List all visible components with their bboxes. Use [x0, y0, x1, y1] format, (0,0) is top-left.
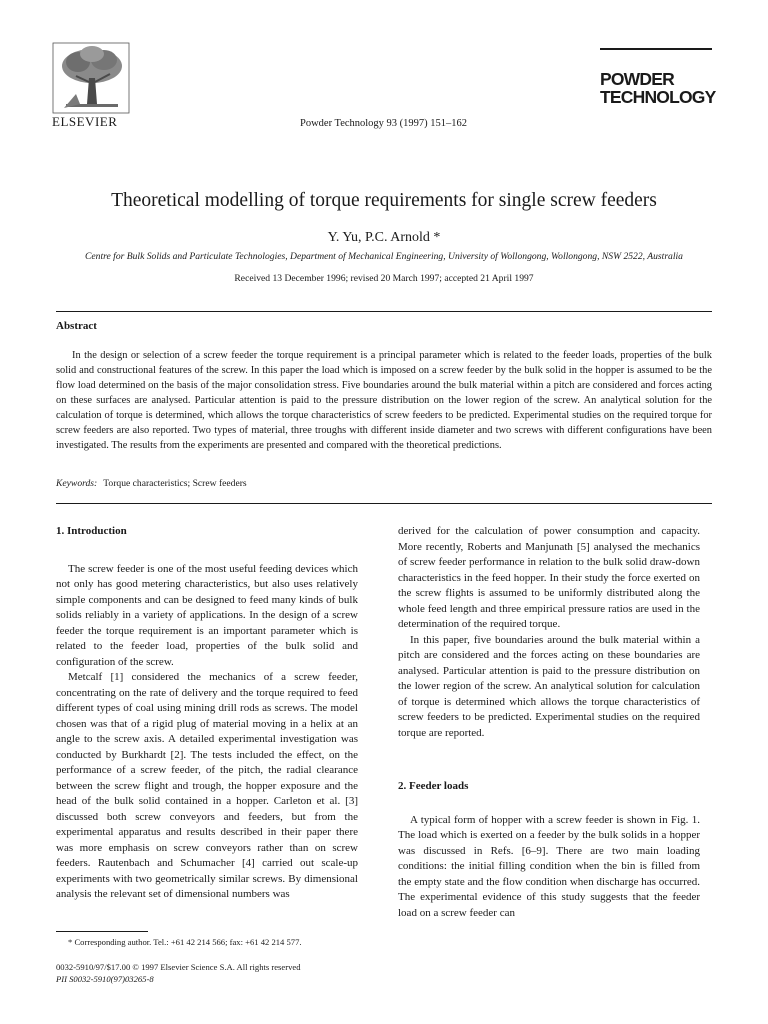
journal-brand-line2: TECHNOLOGY: [600, 87, 716, 107]
journal-reference: Powder Technology 93 (1997) 151–162: [300, 118, 468, 129]
elsevier-tree-logo-icon: [52, 42, 130, 114]
journal-brand: [600, 70, 715, 106]
divider-top: [56, 311, 712, 312]
intro-paragraph-2: Metcalf [1] considered the mechanics of a screw feeder, concentrating on the rate of delivery and the torque required to feed different types of coal using mining drill rods as screws. The model chosen was that of a rigid plug of material moving in a helix at an angle to the screw axis. A detailed experimental investigation was conducted by Burkhardt [2]. The tests included the effect, on the performance of a screw feeder, of the pitch, the radial clearance between the screw flight and trough, the hopper exposure and the head of the bulk solid contained in a hopper. Carleton et al. [3] discussed both screw conveyors and feeders, but from the experimental apparatus and results described in their paper there was more emphasis on screw conveyors rather than on screw feeders. Rautenbach and Schumacher [4] carried out scale-up experiments with two geometrically similar screws. By dimensional analysis the relevant set of dimensional numbers was: [56, 671, 358, 900]
right-paragraph-1: derived for the calculation of power consumption and capacity. More recently, Roberts and Manjunath [5] analysed the mechanics of screw feeder performance in relation to the bulk solid draw-down characteristics in the feed hopper. In their study the force exerted on the screw flights is assumed to be uniformly distributed along the whole feed length and three empirical pressure ratios are used in the determination of the required torque.: [398, 525, 700, 630]
copyright-line: 0032-5910/97/$17.00 © 1997 Elsevier Science S.A. All rights reserved: [56, 962, 301, 972]
article-title: Theoretical modelling of torque requirements for single screw feeders: [111, 190, 657, 211]
pii-line: PII S0032-5910(97)03265-8: [56, 974, 154, 984]
article-authors: Y. Yu, P.C. Arnold *: [327, 230, 441, 245]
corresponding-author-footnote: * Corresponding author. Tel.: +61 42 214 566; fax: +61 42 214 577.: [68, 937, 302, 947]
journal-brand-line1: POWDER: [600, 69, 674, 89]
author-affiliation: Centre for Bulk Solids and Particulate Technologies, Department of Mechanical Engineering, University of Wollongong, Wollongong, NSW 2522, Australia: [85, 251, 683, 262]
keywords-text: Torque characteristics; Screw feeders: [103, 478, 247, 489]
right-paragraph-2: In this paper, five boundaries around the bulk material within a pitch are considered and the forces acting on these boundaries are analysed. Particular attention is paid to the pressure distribution on the lower region of the screw. An analytical solution for calculation of torque is determined which allows the torque characteristics of screw feeders to be predicted. Experimental studies on the required torque are reported.: [398, 633, 700, 739]
section-heading-introduction: 1. Introduction: [56, 525, 127, 537]
footnote-rule: [56, 931, 148, 932]
intro-paragraph-1: The screw feeder is one of the most useful feeding devices which not only has good metering characteristics, but also uses relatively simple components and can be designed to feed many kinds of bulk solids reliably in a variety of applications. In the design of a screw feeder the torque requirement is an important parameter which is related to the feeder load, properties of the bulk solid and configuration of the screw.: [56, 562, 358, 668]
section-heading-feeder-loads: 2. Feeder loads: [398, 780, 469, 792]
received-dates: Received 13 December 1996; revised 20 March 1997; accepted 21 April 1997: [234, 273, 534, 284]
left-column: [56, 524, 358, 903]
right-column: [398, 524, 700, 921]
brand-rule: [600, 48, 712, 50]
abstract-text: In the design or selection of a screw feeder the torque requirement is a principal parameter which is related to the feeder loads, properties of the bulk solid and constructional features of the screw. In this paper the load which is imposed on a screw feeder by the bulk solid in the hopper is assumed to be the flow load determined on the basis of the major consolidation stress. Five boundaries around the bulk material within a pitch are considered and forces acting on these surfaces are analysed. Particular attention is paid to the pressure distribution on the lower region of the screw. An analytical solution for the calculation of torque is determined, which allows the torque characteristics of screw feeders to be predicted. Experimental studies on the required torque for screw feeders are also reported. Two types of material, three troughs with different inside diameter and two screws with different configurations have been investigated. The results from the experiments are presented and compared with the theoretical predictions.: [56, 350, 712, 451]
keywords-label: Keywords:: [56, 478, 98, 489]
feeder-loads-paragraph: A typical form of hopper with a screw feeder is shown in Fig. 1. The load which is exerted on a feeder by the bulk solids in a hopper was discussed in Refs. [6–9]. There are two main loading conditions: the initial filling condition when the bin is filled from the empty state and the flow condition when discharge has occurred. The experimental evidence of this study suggests that the feeder load on a screw feeder can: [398, 813, 700, 919]
keywords-line: [56, 478, 247, 489]
abstract-heading: Abstract: [56, 320, 97, 332]
divider-bottom: [56, 503, 712, 504]
publisher-name: ELSEVIER: [52, 114, 118, 129]
